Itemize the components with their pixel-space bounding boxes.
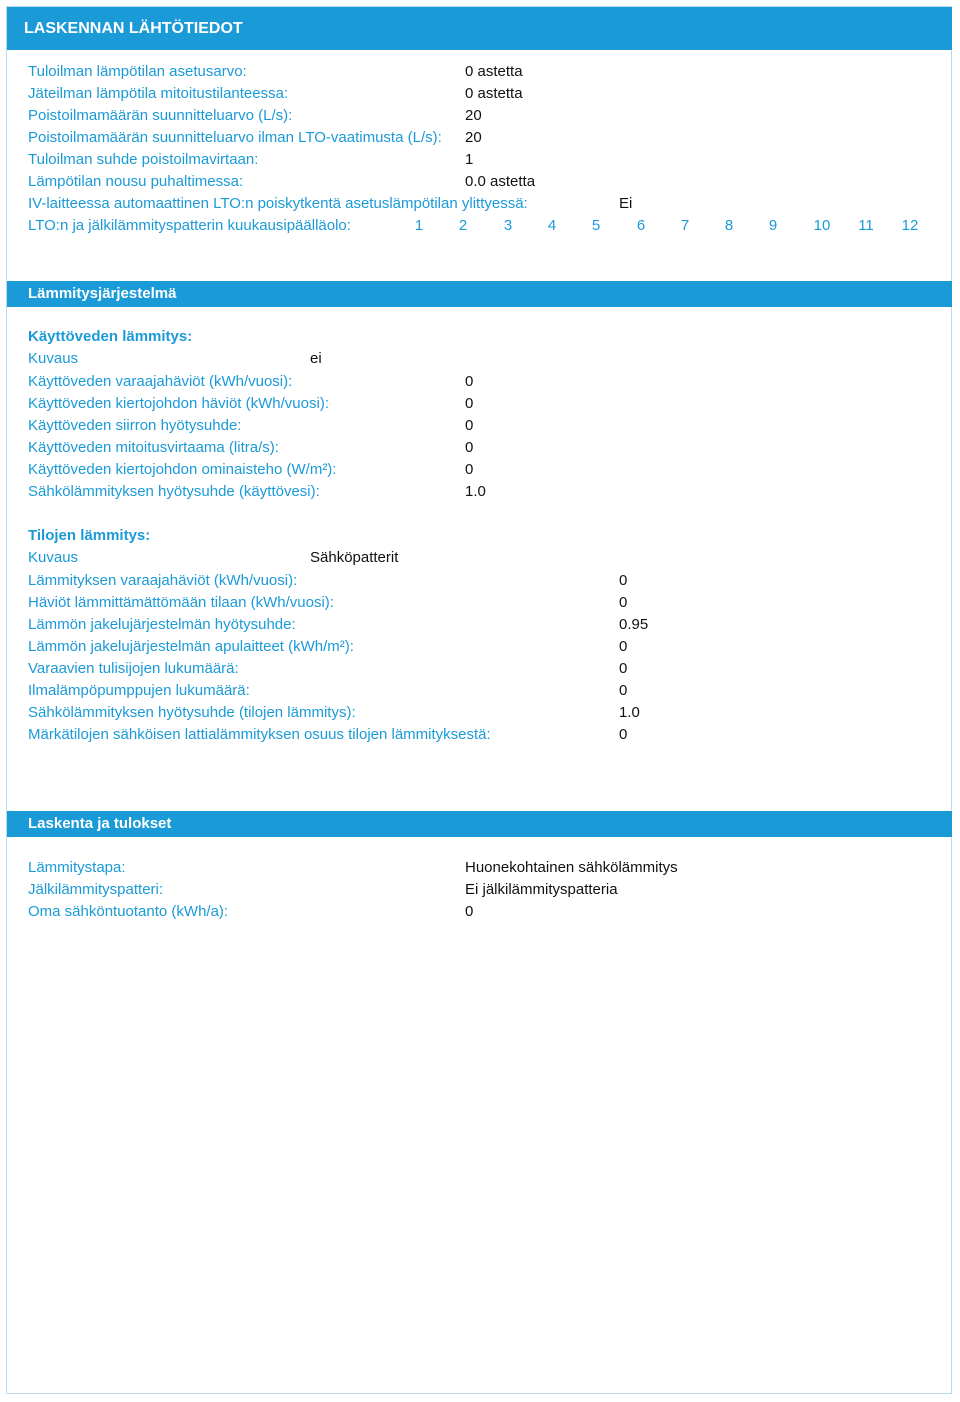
label-supply-air-setpoint: Tuloilman lämpötilan asetusarvo: <box>28 63 247 80</box>
label-water-description: Kuvaus <box>28 350 79 367</box>
value-supply-exhaust-ratio: 1 <box>465 151 474 168</box>
value-space-electric-efficiency: 1.0 <box>619 704 640 721</box>
label-water-circulation-power: Käyttöveden kiertojohdon ominaisteho (W/m²): <box>28 461 337 478</box>
value-space-heat-pumps: 0 <box>619 682 628 699</box>
value-water-circulation-power: 0 <box>465 461 474 478</box>
label-exhaust-airflow-no-lto: Poistoilmamäärän suunnitteluarvo ilman LTO-vaatimusta (L/s): <box>28 129 442 146</box>
label-exhaust-airflow: Poistoilmamäärän suunnitteluarvo (L/s): <box>28 107 293 124</box>
label-supply-exhaust-ratio: Tuloilman suhde poistoilmavirtaan: <box>28 151 259 168</box>
subsection-title-space-heating: Tilojen lämmitys: <box>28 527 151 544</box>
value-water-description: ei <box>310 350 322 367</box>
label-space-floor-heating-share: Märkätilojen sähköisen lattialämmityksen osuus tilojen lämmityksestä: <box>28 726 491 743</box>
label-space-heat-pumps: Ilmalämpöpumppujen lukumäärä: <box>28 682 250 699</box>
label-reheating-coil: Jälkilämmityspatteri: <box>28 881 164 898</box>
label-heating-method: Lämmitystapa: <box>28 859 126 876</box>
value-space-description: Sähköpatterit <box>310 549 399 566</box>
value-water-design-flow: 0 <box>465 439 474 456</box>
month-11: 11 <box>858 217 874 234</box>
label-space-electric-efficiency: Sähkölämmityksen hyötysuhde (tilojen lämmitys): <box>28 704 356 721</box>
subsection-title-water-heating: Käyttöveden lämmitys: <box>28 328 193 345</box>
label-water-transfer-efficiency: Käyttöveden siirron hyötysuhde: <box>28 417 242 434</box>
label-water-circulation-losses: Käyttöveden kiertojohdon häviöt (kWh/vuosi): <box>28 395 329 412</box>
section-header-heating-system: Lämmitysjärjestelmä <box>7 281 952 307</box>
section-header-initial-data: LASKENNAN LÄHTÖTIEDOT <box>7 7 952 50</box>
value-water-circulation-losses: 0 <box>465 395 474 412</box>
month-8: 8 <box>724 217 734 234</box>
month-4: 4 <box>547 217 557 234</box>
value-exhaust-airflow-no-lto: 20 <box>465 129 482 146</box>
label-fan-temp-rise: Lämpötilan nousu puhaltimessa: <box>28 173 244 190</box>
month-3: 3 <box>503 217 513 234</box>
label-water-electric-efficiency: Sähkölämmityksen hyötysuhde (käyttövesi): <box>28 483 320 500</box>
label-space-auxiliary-devices: Lämmön jakelujärjestelmän apulaitteet (kWh/m²): <box>28 638 354 655</box>
label-water-design-flow: Käyttöveden mitoitusvirtaama (litra/s): <box>28 439 279 456</box>
value-reheating-coil: Ei jälkilämmityspatteria <box>465 881 618 898</box>
page-frame <box>6 6 952 1394</box>
value-water-electric-efficiency: 1.0 <box>465 483 486 500</box>
value-space-unheated-losses: 0 <box>619 594 628 611</box>
label-space-storage-losses: Lämmityksen varaajahäviöt (kWh/vuosi): <box>28 572 298 589</box>
value-exhaust-airflow: 20 <box>465 107 482 124</box>
month-5: 5 <box>591 217 601 234</box>
value-space-distribution-efficiency: 0.95 <box>619 616 649 633</box>
value-lto-auto-bypass: Ei <box>619 195 633 212</box>
month-6: 6 <box>636 217 646 234</box>
month-2: 2 <box>458 217 468 234</box>
month-10: 10 <box>813 217 831 234</box>
label-space-fireplaces: Varaavien tulisijojen lukumäärä: <box>28 660 239 677</box>
label-lto-auto-bypass: IV-laitteessa automaattinen LTO:n poiskytkentä asetuslämpötilan ylittyessä: <box>28 195 528 212</box>
label-monthly-operation: LTO:n ja jälkilämmityspatterin kuukausipäälläolo: <box>28 217 351 234</box>
value-space-floor-heating-share: 0 <box>619 726 628 743</box>
month-1: 1 <box>414 217 424 234</box>
value-fan-temp-rise: 0.0 astetta <box>465 173 536 190</box>
month-12: 12 <box>901 217 919 234</box>
label-space-unheated-losses: Häviöt lämmittämättömään tilaan (kWh/vuosi): <box>28 594 334 611</box>
value-space-fireplaces: 0 <box>619 660 628 677</box>
section-header-results: Laskenta ja tulokset <box>7 811 952 837</box>
value-water-storage-losses: 0 <box>465 373 474 390</box>
value-exhaust-air-temp: 0 astetta <box>465 85 523 102</box>
month-9: 9 <box>768 217 778 234</box>
label-space-distribution-efficiency: Lämmön jakelujärjestelmän hyötysuhde: <box>28 616 296 633</box>
month-7: 7 <box>680 217 690 234</box>
value-supply-air-setpoint: 0 astetta <box>465 63 523 80</box>
label-exhaust-air-temp: Jäteilman lämpötila mitoitustilanteessa: <box>28 85 289 102</box>
value-space-storage-losses: 0 <box>619 572 628 589</box>
label-water-storage-losses: Käyttöveden varaajahäviöt (kWh/vuosi): <box>28 373 293 390</box>
label-own-electricity-production: Oma sähköntuotanto (kWh/a): <box>28 903 229 920</box>
label-space-description: Kuvaus <box>28 549 79 566</box>
value-heating-method: Huonekohtainen sähkölämmitys <box>465 859 678 876</box>
value-own-electricity-production: 0 <box>465 903 474 920</box>
value-space-auxiliary-devices: 0 <box>619 638 628 655</box>
value-water-transfer-efficiency: 0 <box>465 417 474 434</box>
